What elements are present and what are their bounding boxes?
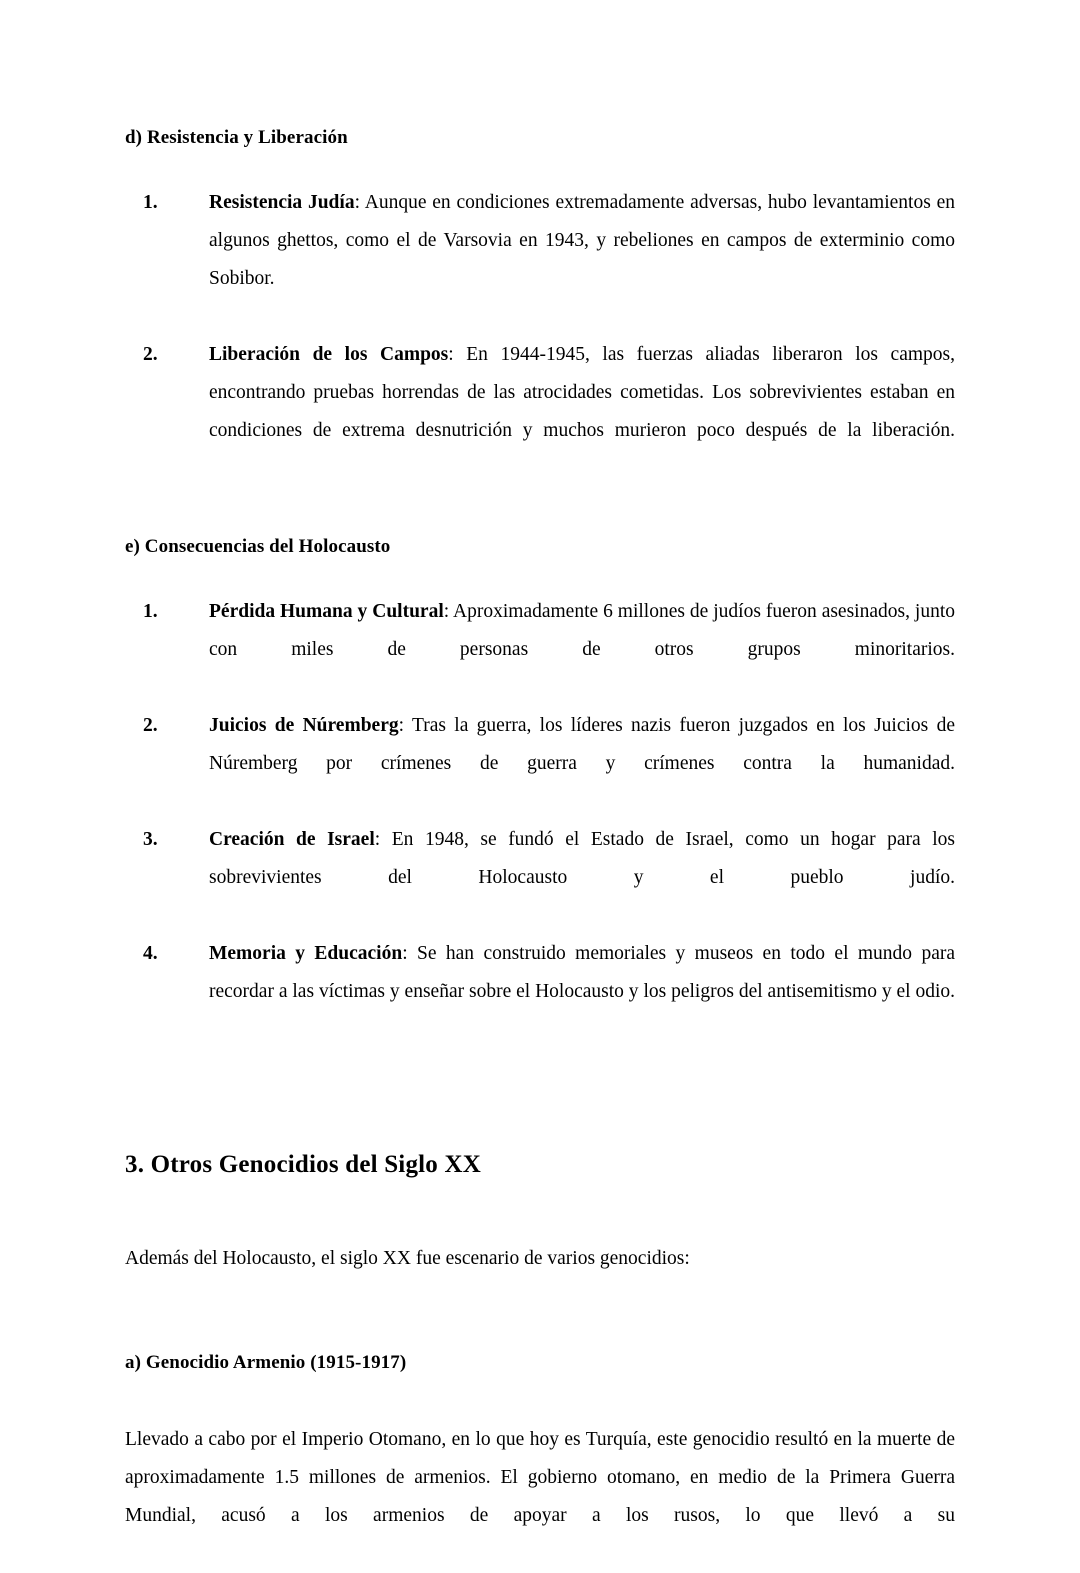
list-item-text: : En 1948, se fundó el Estado de Israel, como un hogar para los sobrevivientes del Holocausto y el pueblo judío. (209, 829, 956, 889)
paragraph-genocidio-armenio: Llevado a cabo por el Imperio Otomano, en lo que hoy es Turquía, este genocidio resultó en la muerte de aproximadamente 1.5 millones de armenios. El gobierno otomano, en medio de la Primera Guerra Mundial, acusó a los armenios de apoyar a los rusos, lo que llevó a su (125, 1428, 955, 1526)
heading-otros-genocidios: 3. Otros Genocidios del Siglo XX (125, 1151, 481, 1179)
list-item-lead: Memoria y Educación (209, 943, 403, 965)
document-body (125, 125, 955, 1573)
list-item (143, 184, 955, 336)
list-item (143, 821, 955, 935)
list-item-text: : Aproximadamente 6 millones de judíos fueron asesinados, junto con miles de personas de otros grupos minoritarios. (209, 601, 955, 661)
paragraph-intro-otros-genocidios: Además del Holocausto, el siglo XX fue escenario de varios genocidios: (125, 1247, 690, 1269)
heading-consecuencias-holocausto: e) Consecuencias del Holocausto (125, 536, 391, 558)
list-item-lead: Juicios de Núremberg (209, 715, 399, 737)
spacer (125, 1375, 955, 1421)
list-item-text: : Aunque en condiciones extremadamente adversas, hubo levantamientos en algunos ghettos, como el de Varsovia en 1943, y rebeliones en campos de exterminio como Sobibor. (209, 192, 955, 290)
list-item (143, 593, 955, 707)
list-item-text: : Se han construido memoriales y museos en todo el mundo para recordar a las víctimas y enseñar sobre el Holocausto y los peligros del antisemitismo y el odio. (209, 943, 955, 1003)
spacer (125, 559, 955, 593)
list-item (143, 336, 955, 488)
list-item-text: : Tras la guerra, los líderes nazis fueron juzgados en los Juicios de Núremberg por crímenes de guerra y crímenes contra la humanidad. (209, 715, 955, 775)
list-item-lead: Liberación de los Campos (209, 344, 449, 366)
list-item-text: : En 1944-1945, las fuerzas aliadas liberaron los campos, encontrando pruebas horrendas de las atrocidades cometidas. Los sobrevivientes estaban en condiciones de extrema desnutrición y muchos murieron poco después de la liberación. (209, 344, 955, 442)
spacer (125, 1182, 955, 1240)
list-consecuencias-holocausto (125, 593, 955, 1049)
spacer (125, 488, 955, 534)
spacer (125, 1049, 955, 1149)
list-item (143, 935, 955, 1049)
heading-resistencia-liberacion: d) Resistencia y Liberación (125, 127, 348, 148)
spacer (125, 1316, 955, 1350)
heading-genocidio-armenio: a) Genocidio Armenio (1915-1917) (125, 1351, 407, 1373)
list-item-lead: Pérdida Humana y Cultural (209, 601, 444, 623)
list-resistencia-liberacion (125, 184, 955, 488)
list-item-lead: Resistencia Judía (209, 192, 355, 214)
list-item (143, 707, 955, 821)
spacer (125, 150, 955, 184)
list-item-lead: Creación de Israel (209, 829, 375, 851)
